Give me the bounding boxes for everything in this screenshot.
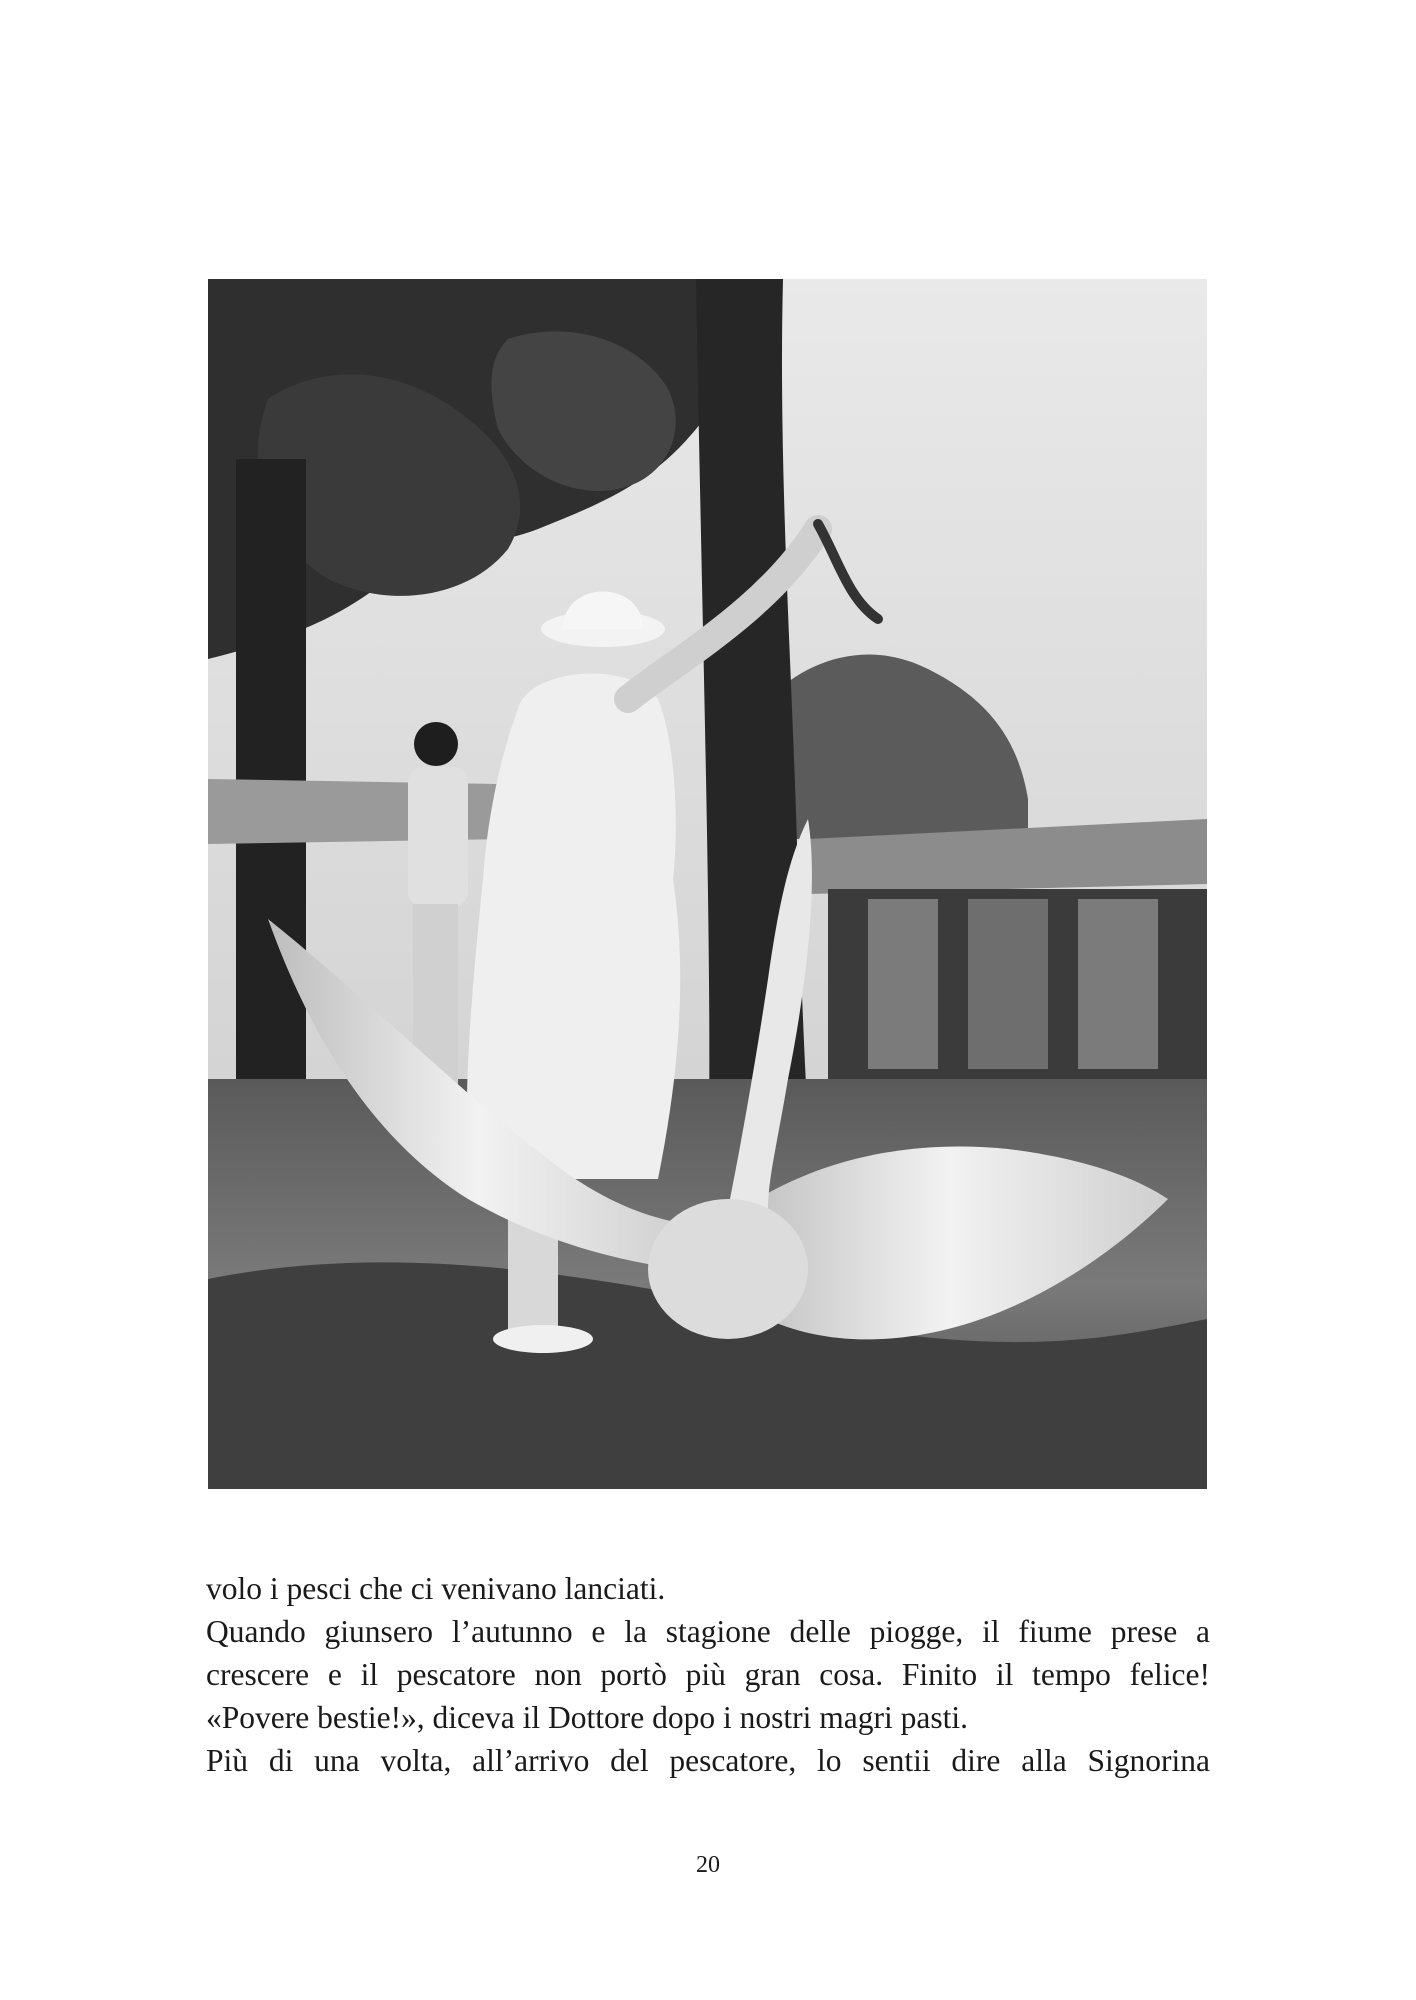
- photograph-woman-feeding-pelican-icon: [208, 279, 1207, 1489]
- photograph: [208, 279, 1207, 1489]
- text-line: volo i pesci che ci venivano lanciati.: [206, 1571, 666, 1606]
- text-line: Più di una volta, all’arrivo del pescatore, lo sentii dire alla Signorina: [206, 1743, 1210, 1778]
- text-line: crescere e il pescatore non portò più gran cosa. Finito il tempo felice!: [206, 1657, 1210, 1692]
- text-line: «Povere bestie!», diceva il Dottore dopo i nostri magri pasti.: [206, 1700, 968, 1735]
- body-text: [206, 1567, 1210, 1782]
- page-number: 20: [696, 1852, 720, 1878]
- text-line: Quando giunsero l’autunno e la stagione delle piogge, il fiume prese a: [206, 1614, 1210, 1649]
